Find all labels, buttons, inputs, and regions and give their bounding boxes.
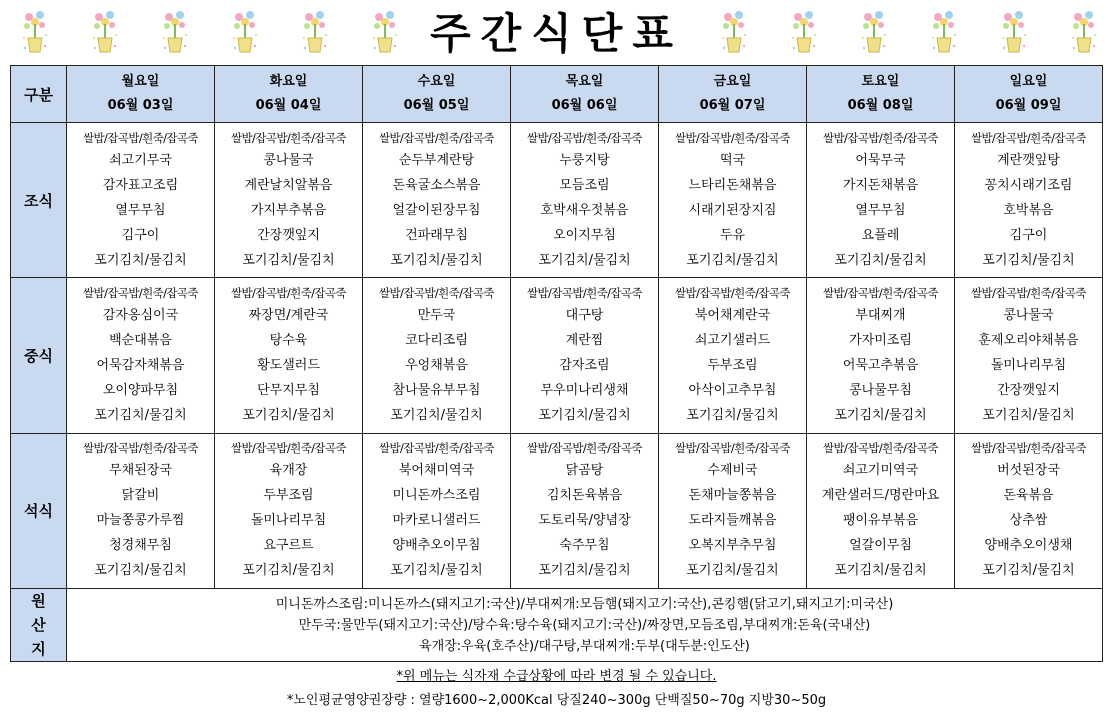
dish-item: 어묵감자채볶음 <box>96 357 185 373</box>
weekly-menu-table <box>10 65 1103 662</box>
origin-line: 미니돈까스조림:미니돈까스(돼지고기:국산)/부대찌개:모듬햄(돼지고기:국산),콘킹햄(닭고기,돼지고기:미국산) <box>275 596 894 612</box>
dish-item: 무채된장국 <box>109 463 172 479</box>
day-header <box>511 66 659 123</box>
dish-item: 김구이 <box>1009 227 1048 243</box>
dish-item: 느타리돈채볶음 <box>688 177 777 193</box>
dish-item: 훈제오리야채볶음 <box>978 332 1079 348</box>
nutrition-note: *노인평균영양권장량 : 열량1600~2,000Kcal 당질240~300g 단백질50~70g 지방30~50g <box>286 693 827 708</box>
day-name: 월요일 <box>121 74 160 89</box>
dish-item: 포기김치/물김치 <box>686 252 779 268</box>
dish-item: 상추쌈 <box>1009 513 1048 529</box>
menu-cell <box>215 433 363 588</box>
dish-item: 간장깻잎지 <box>257 227 320 243</box>
dish-item: 계란깻잎탕 <box>997 152 1060 168</box>
staple-item: 쌀밥/잡곡밥/흰죽/잡곡죽 <box>823 285 938 300</box>
meal-row <box>11 123 1103 278</box>
dish-item: 백순대볶음 <box>109 332 172 348</box>
dish-item: 포기김치/물김치 <box>94 563 187 579</box>
day-date: 06월 04일 <box>255 98 322 113</box>
dish-item: 김구이 <box>121 227 160 243</box>
dish-item: 쇠고기샐러드 <box>694 332 771 348</box>
staple-item: 쌀밥/잡곡밥/흰죽/잡곡죽 <box>527 441 642 456</box>
origin-line: 육개장:우육(호주산)/대구탕,부대찌개:두부(대두분:인도산) <box>419 638 750 654</box>
dish-item: 참나물유부무침 <box>392 382 481 398</box>
dish-item: 포기김치/물김치 <box>538 563 631 579</box>
menu-cell <box>807 123 955 278</box>
meal-body <box>11 123 1103 589</box>
menu-cell <box>67 123 215 278</box>
dish-item: 포기김치/물김치 <box>538 407 631 423</box>
dish-item: 포기김치/물김치 <box>94 407 187 423</box>
staple-item: 쌀밥/잡곡밥/흰죽/잡곡죽 <box>231 441 346 456</box>
menu-cell <box>807 433 955 588</box>
dish-item: 가자미조림 <box>849 332 912 348</box>
day-name: 토요일 <box>861 74 900 89</box>
dish-item: 감자조림 <box>559 357 610 373</box>
dish-item: 꽁치시래기조림 <box>984 177 1073 193</box>
dish-item: 가지돈채볶음 <box>842 177 919 193</box>
origin-row <box>11 589 1103 662</box>
dish-item: 돌미나리무침 <box>990 357 1067 373</box>
staple-item: 쌀밥/잡곡밥/흰죽/잡곡죽 <box>527 130 642 145</box>
meal-label: 중식 <box>11 278 67 433</box>
dish-item: 얼갈이무침 <box>849 538 912 554</box>
dish-item: 어묵무국 <box>855 152 906 168</box>
day-name: 금요일 <box>713 74 752 89</box>
dish-item: 콩나물국 <box>1003 307 1054 323</box>
dish-item: 계란샐러드/명란마요 <box>821 488 940 504</box>
day-header <box>363 66 511 123</box>
dish-item: 얼갈이된장무침 <box>392 202 481 218</box>
dish-item: 포기김치/물김치 <box>242 563 335 579</box>
dish-item: 두부조림 <box>263 488 314 504</box>
page-title: 주간식단표 <box>430 9 683 58</box>
day-date: 06월 03일 <box>107 98 174 113</box>
staple-item: 쌀밥/잡곡밥/흰죽/잡곡죽 <box>231 285 346 300</box>
menu-cell <box>955 278 1103 433</box>
menu-cell <box>67 433 215 588</box>
dish-item: 포기김치/물김치 <box>982 563 1075 579</box>
dish-item: 포기김치/물김치 <box>390 563 483 579</box>
dish-item: 포기김치/물김치 <box>982 252 1075 268</box>
dish-item: 부대찌개 <box>855 307 906 323</box>
staple-item: 쌀밥/잡곡밥/흰죽/잡곡죽 <box>379 130 494 145</box>
dish-item: 오이양파무침 <box>102 382 179 398</box>
dish-item: 열무무침 <box>115 202 166 218</box>
dish-item: 시래기된장지짐 <box>688 202 777 218</box>
staple-item: 쌀밥/잡곡밥/흰죽/잡곡죽 <box>231 130 346 145</box>
change-notice: *위 메뉴는 식자재 수급상황에 따라 변경 될 수 있습니다. <box>396 669 717 684</box>
day-header <box>807 66 955 123</box>
dish-item: 감자옹심이국 <box>102 307 179 323</box>
origin-text <box>67 589 1103 662</box>
staple-item: 쌀밥/잡곡밥/흰죽/잡곡죽 <box>971 285 1086 300</box>
dish-item: 팽이유부볶음 <box>842 513 919 529</box>
dish-item: 콩나물국 <box>263 152 314 168</box>
dish-item: 돈채마늘쫑볶음 <box>688 488 777 504</box>
day-date: 06월 06일 <box>551 98 618 113</box>
menu-cell <box>511 278 659 433</box>
origin-line: 만두국:물만두(돼지고기:국산)/탕수육:탕수육(돼지고기:국산)/짜장면,모듬조림,부대찌개:돈육(국내산) <box>298 617 871 633</box>
dish-item: 미니돈까스조림 <box>392 488 481 504</box>
day-date: 06월 09일 <box>995 98 1062 113</box>
dish-item: 양배추오이무침 <box>392 538 481 554</box>
menu-cell <box>215 278 363 433</box>
header-label: 구분 <box>11 66 67 123</box>
dish-item: 무우미나리생채 <box>540 382 629 398</box>
menu-cell <box>215 123 363 278</box>
dish-item: 요구르트 <box>263 538 314 554</box>
day-date: 06월 05일 <box>403 98 470 113</box>
menu-cell <box>955 433 1103 588</box>
dish-item: 돌미나리무침 <box>250 513 327 529</box>
dish-item: 쇠고기미역국 <box>842 463 919 479</box>
day-header <box>67 66 215 123</box>
dish-item: 포기김치/물김치 <box>982 407 1075 423</box>
dish-item: 포기김치/물김치 <box>390 252 483 268</box>
dish-item: 순두부계란탕 <box>398 152 475 168</box>
dish-item: 어묵고추볶음 <box>842 357 919 373</box>
menu-cell <box>807 278 955 433</box>
day-date: 06월 08일 <box>847 98 914 113</box>
dish-item: 모듬조림 <box>559 177 610 193</box>
menu-cell <box>511 123 659 278</box>
dish-item: 닭갈비 <box>121 488 160 504</box>
dish-item: 포기김치/물김치 <box>538 252 631 268</box>
staple-item: 쌀밥/잡곡밥/흰죽/잡곡죽 <box>675 285 790 300</box>
dish-item: 포기김치/물김치 <box>834 407 927 423</box>
day-header <box>215 66 363 123</box>
dish-item: 포기김치/물김치 <box>242 407 335 423</box>
dish-item: 우엉채볶음 <box>405 357 468 373</box>
page-header <box>0 0 1113 64</box>
dish-item: 건파래무침 <box>405 227 468 243</box>
dish-item: 닭곰탕 <box>565 463 604 479</box>
dish-item: 열무무침 <box>855 202 906 218</box>
staple-item: 쌀밥/잡곡밥/흰죽/잡곡죽 <box>971 130 1086 145</box>
meal-row <box>11 278 1103 433</box>
dish-item: 숙주무침 <box>559 538 610 554</box>
staple-item: 쌀밥/잡곡밥/흰죽/잡곡죽 <box>379 441 494 456</box>
staple-item: 쌀밥/잡곡밥/흰죽/잡곡죽 <box>675 441 790 456</box>
day-name: 화요일 <box>269 74 308 89</box>
dish-item: 요플레 <box>861 227 900 243</box>
dish-item: 감자표고조림 <box>102 177 179 193</box>
dish-item: 마늘쫑콩가루찜 <box>96 513 185 529</box>
dish-item: 대구탕 <box>565 307 604 323</box>
dish-item: 오복지부추무침 <box>688 538 777 554</box>
dish-item: 떡국 <box>719 152 746 168</box>
dish-item: 도토리묵/양념장 <box>538 513 631 529</box>
dish-item: 만두국 <box>417 307 456 323</box>
meal-label: 조식 <box>11 123 67 278</box>
dish-item: 포기김치/물김치 <box>834 563 927 579</box>
dish-item: 두유 <box>719 227 746 243</box>
menu-cell <box>659 433 807 588</box>
menu-cell <box>363 123 511 278</box>
header-row <box>11 66 1103 123</box>
dish-item: 아삭이고추무침 <box>688 382 777 398</box>
dish-item: 간장깻잎지 <box>997 382 1060 398</box>
meal-label: 석식 <box>11 433 67 588</box>
dish-item: 돈육볶음 <box>1003 488 1054 504</box>
menu-cell <box>67 278 215 433</box>
dish-item: 포기김치/물김치 <box>686 563 779 579</box>
day-name: 수요일 <box>417 74 456 89</box>
menu-cell <box>659 123 807 278</box>
dish-item: 코다리조림 <box>405 332 468 348</box>
dish-item: 계란찜 <box>565 332 604 348</box>
menu-cell <box>511 433 659 588</box>
dish-item: 도라지들깨볶음 <box>688 513 777 529</box>
dish-item: 포기김치/물김치 <box>242 252 335 268</box>
dish-item: 두부조림 <box>707 357 758 373</box>
dish-item: 청경채무침 <box>109 538 172 554</box>
menu-cell <box>363 433 511 588</box>
staple-item: 쌀밥/잡곡밥/흰죽/잡곡죽 <box>83 285 198 300</box>
menu-cell <box>955 123 1103 278</box>
day-header <box>659 66 807 123</box>
staple-item: 쌀밥/잡곡밥/흰죽/잡곡죽 <box>379 285 494 300</box>
day-name: 목요일 <box>565 74 604 89</box>
staple-item: 쌀밥/잡곡밥/흰죽/잡곡죽 <box>83 130 198 145</box>
dish-item: 포기김치/물김치 <box>834 252 927 268</box>
dish-item: 김치돈육볶음 <box>546 488 623 504</box>
dish-item: 쇠고기무국 <box>109 152 172 168</box>
dish-item: 황도샐러드 <box>257 357 320 373</box>
dish-item: 짜장면/계란국 <box>248 307 329 323</box>
dish-item: 북어채미역국 <box>398 463 475 479</box>
staple-item: 쌀밥/잡곡밥/흰죽/잡곡죽 <box>823 441 938 456</box>
dish-item: 마카로니샐러드 <box>392 513 481 529</box>
menu-cell <box>363 278 511 433</box>
dish-item: 육개장 <box>269 463 308 479</box>
day-date: 06월 07일 <box>699 98 766 113</box>
dish-item: 가지부추볶음 <box>250 202 327 218</box>
dish-item: 돈육굴소스볶음 <box>392 177 481 193</box>
staple-item: 쌀밥/잡곡밥/흰죽/잡곡죽 <box>823 130 938 145</box>
dish-item: 오이지무침 <box>553 227 616 243</box>
dish-item: 계란날치알볶음 <box>244 177 333 193</box>
dish-item: 수제비국 <box>707 463 758 479</box>
origin-label-char: 산 <box>31 616 46 634</box>
staple-item: 쌀밥/잡곡밥/흰죽/잡곡죽 <box>971 441 1086 456</box>
day-header <box>955 66 1103 123</box>
dish-item: 단무지무침 <box>257 382 320 398</box>
day-name: 일요일 <box>1009 74 1048 89</box>
dish-item: 호박새우젓볶음 <box>540 202 629 218</box>
dish-item: 포기김치/물김치 <box>686 407 779 423</box>
dish-item: 양배추오이생채 <box>984 538 1073 554</box>
dish-item: 호박볶음 <box>1003 202 1054 218</box>
menu-cell <box>659 278 807 433</box>
staple-item: 쌀밥/잡곡밥/흰죽/잡곡죽 <box>83 441 198 456</box>
staple-item: 쌀밥/잡곡밥/흰죽/잡곡죽 <box>675 130 790 145</box>
dish-item: 버섯된장국 <box>997 463 1060 479</box>
origin-label <box>11 589 67 662</box>
dish-item: 포기김치/물김치 <box>390 407 483 423</box>
meal-row <box>11 433 1103 588</box>
dish-item: 누룽지탕 <box>559 152 610 168</box>
dish-item: 포기김치/물김치 <box>94 252 187 268</box>
origin-label-char: 원 <box>31 592 46 610</box>
dish-item: 북어채계란국 <box>694 307 771 323</box>
dish-item: 탕수육 <box>269 332 308 348</box>
origin-label-char: 지 <box>31 640 46 658</box>
staple-item: 쌀밥/잡곡밥/흰죽/잡곡죽 <box>527 285 642 300</box>
dish-item: 콩나물무침 <box>849 382 912 398</box>
